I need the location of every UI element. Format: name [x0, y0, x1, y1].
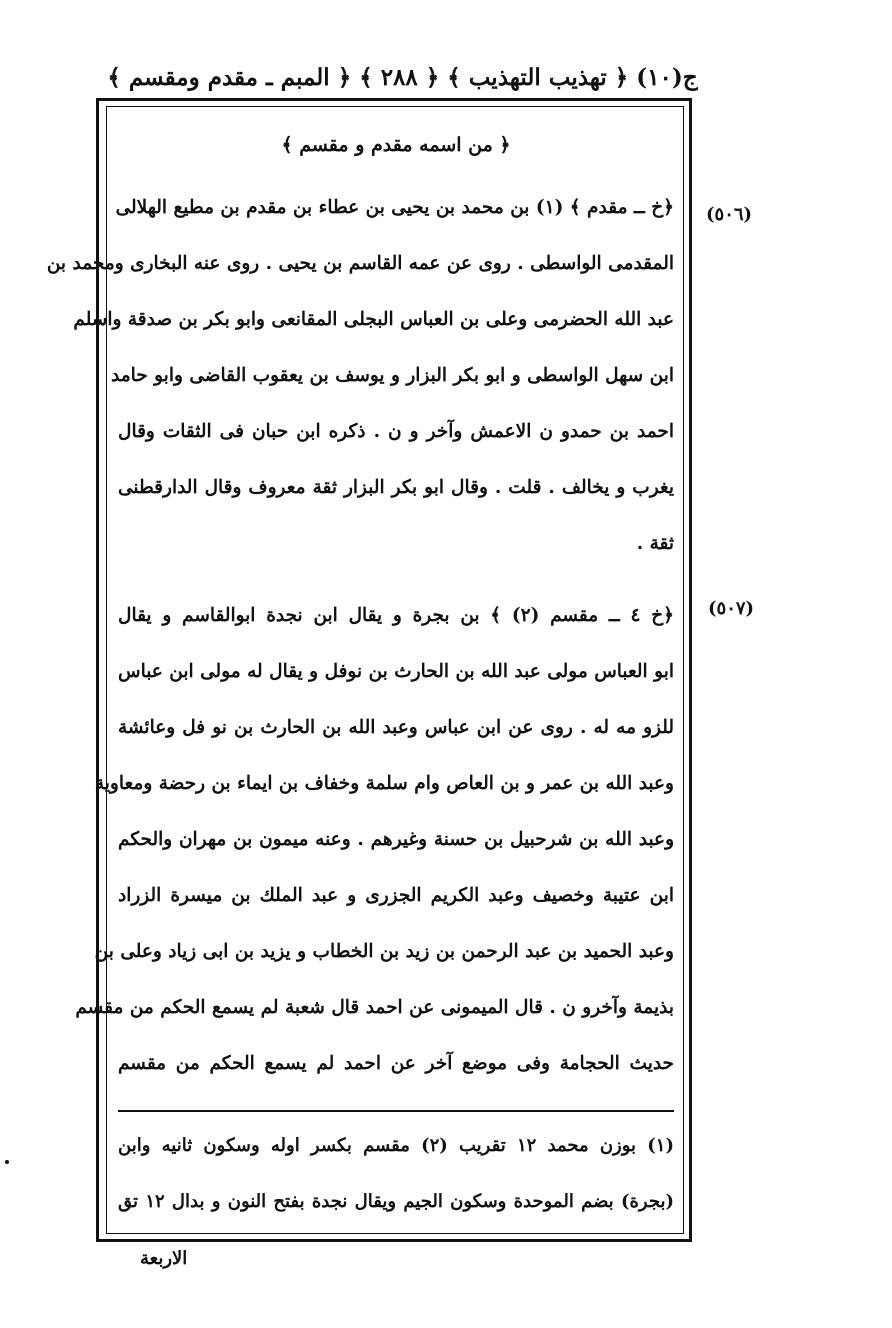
- running-header: ج(١٠) ﴿ تهذيب التهذيب ﴾ ﴿ ٢٨٨ ﴾ ﴿ المبم ـ مقدم ومقسم ﴾: [107, 64, 698, 91]
- footnote-separator: [118, 1110, 674, 1112]
- text-line: ابن سهل الواسطى و ابو بكر البزار و يوسف بن يعقوب القاضى وابو حامد: [110, 365, 674, 386]
- text-line: عبد الله الحضرمى وعلى بن العباس البجلى المقانعى وابو بكر بن صدقة واسلم: [73, 309, 674, 330]
- text-line: للزو مه له . روى عن ابن عباس وعبد الله بن الحارث بن نو فل وعائشة: [118, 717, 674, 738]
- entry-number: (٥٠٦): [706, 204, 753, 225]
- text-line: ثقة .: [636, 533, 674, 554]
- text-line: ابن عتيبة وخصيف وعبد الكريم الجزرى و عبد الملك بن ميسرة الزراد: [118, 885, 674, 906]
- text-line: احمد بن حمدو ن الاعمش وآخر و ن . ذكره ابن حبان فى الثقات وقال: [118, 421, 674, 442]
- text-line: وعبد الحميد بن عبد الرحمن بن زيد بن الخطاب و يزيد بن ابى زياد وعلى بن: [94, 941, 674, 962]
- entry-number: (٥٠٧): [708, 598, 755, 619]
- margin-speck: [5, 1160, 9, 1164]
- text-line: ﴿خ ٤ ــ مقسم (٢) ﴾ بن بجرة و يقال ابن نجدة ابوالقاسم و يقال: [118, 605, 675, 626]
- footnote-line: (بجرة) بضم الموحدة وسكون الجيم ويقال نجدة بفتح النون و بدال ١٢ تق: [118, 1191, 674, 1212]
- footnote-line: (١) بوزن محمد ١٢ تقريب (٢) مقسم بكسر اوله وسكون ثانيه وابن: [118, 1135, 674, 1156]
- catchword: الاربعة: [140, 1248, 188, 1269]
- entry-506: [46, 180, 674, 572]
- text-line: بذيمة وآخرو ن . قال الميمونى عن احمد قال شعبة لم يسمع الحكم من مقسم: [75, 997, 674, 1018]
- entry-507: [75, 588, 675, 1092]
- text-line: المقدمى الواسطى . روى عن عمه القاسم بن يحيى . روى عنه البخارى ومحمد بن: [46, 253, 674, 274]
- section-heading: ﴿ من اسمه مقدم و مقسم ﴾: [281, 134, 511, 156]
- text-line: وعبد الله بن شرحبيل بن حسنة وغيرهم . وعنه ميمون بن مهران والحكم: [118, 829, 674, 850]
- text-line: حديث الحجامة وفى موضع آخر عن احمد لم يسمع الحكم من مقسم: [118, 1053, 674, 1074]
- footnotes: [118, 1118, 674, 1230]
- text-line: يغرب و يخالف . قلت . وقال ابو بكر البزار ثقة معروف وقال الدارقطنى: [118, 477, 674, 498]
- text-line: وعبد الله بن عمر و بن العاص وام سلمة وخفاف بن ايماء بن رحضة ومعاوية: [94, 773, 674, 794]
- text-line: ابو العباس مولى عبد الله بن الحارث بن نوفل و يقال له مولى ابن عباس: [118, 661, 674, 682]
- text-line: ﴿خ ــ مقدم ﴾ (١) بن محمد بن يحيى بن عطاء بن مقدم بن مطيع الهلالى: [115, 197, 674, 218]
